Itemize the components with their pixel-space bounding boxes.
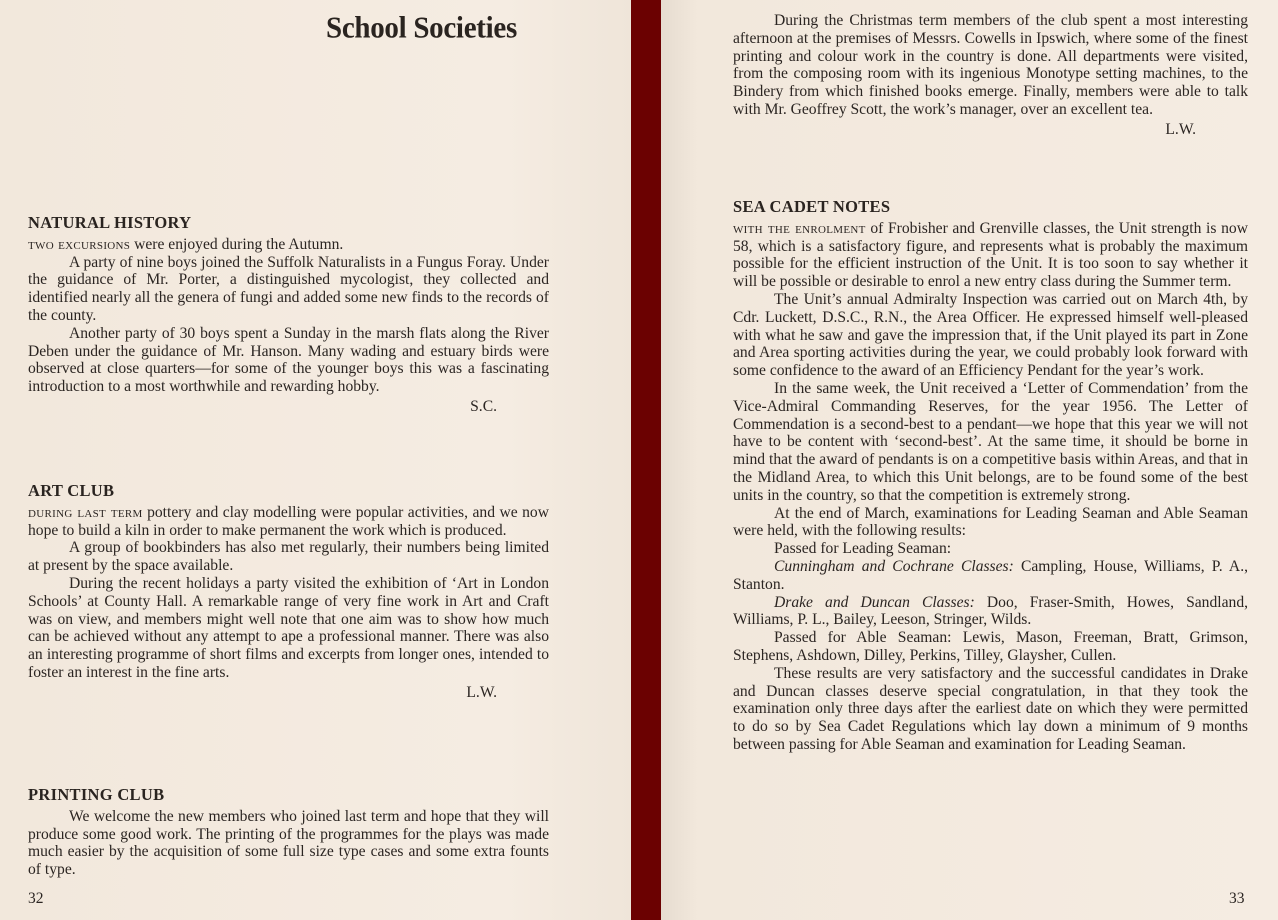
paragraph [733,220,1248,291]
paragraph: Passed for Leading Seaman: [774,540,952,558]
names-list: Doo, Fraser-Smith, Howes, Sandland, Williams, P. L., Bailey, Leeson, Stringer, Wilds. [733,593,1249,629]
section-sea-cadet-notes [733,198,1248,754]
book-spine [631,0,661,920]
right-page [661,0,1278,920]
paragraph-text: pottery and clay modelling were popular activities, and we now hope to build a kiln in order to make permanent the work which is produced. [28,503,549,539]
paragraph [733,558,1248,594]
paragraph-text: of Frobisher and Grenville classes, the Unit strength is now 58, which is a satisfactory figure, and represents what is probably the maximum possible for the efficient instruction of the Unit. It is too soon to say whether it will be possible or desirable to enrol a new entry class during the Summer term. [733,219,1248,291]
paragraph: During the recent holidays a party visited the exhibition of ‘Art in London Schools’ at County Hall. A remarkable range of very fine work in Art and Craft was on view, and members might well note that one aim was to show how much can be achieved without any attempt to ape a professional manner. There was also an interesting programme of short films and excerpts from longer ones, intended to foster an interest in the fine arts. [28,574,549,681]
page-number: 32 [28,890,44,907]
section-heading: ART CLUB [28,481,115,500]
paragraph: In the same week, the Unit received a ‘Letter of Commendation’ from the Vice-Admiral Commanding Reserves, for the year 1956. The Letter of Commendation is a second-best to a pendant—we hope that this year we will not have to be content with ‘second-best’. At the same time, it should be borne in mind that the award of pendants is on a competitive basis within Areas, and that in the Midland Area, to which this Unit belongs, are to be found some of the best units in the country, so that the competition is extremely strong. [733,379,1248,504]
paragraph: These results are very satisfactory and the successful candidates in Drake and Duncan classes deserve special congratulation, in that they took the examination only three days after the earliest date on which they were permitted to do so by Sea Cadet Regulations which lay down a minimum of 9 months between passing for Able Seaman and examination for Leading Seaman. [733,664,1248,753]
class-label: Drake and Duncan Classes: [774,593,975,611]
signature: S.C. [470,397,497,415]
paragraph [28,236,549,254]
section-printing-club [28,786,549,879]
left-page [0,0,631,920]
paragraph-text: were enjoyed during the Autumn. [130,235,344,253]
section-heading: SEA CADET NOTES [733,197,891,216]
paragraph: At the end of March, examinations for Leading Seaman and Able Seaman were held, with the following results: [733,504,1248,540]
page-title: School Societies [326,11,517,45]
signature: L.W. [1165,120,1196,138]
paragraph: We welcome the new members who joined last term and hope that they will produce some good work. The printing of the programmes for the plays was made much easier by the acquisition of some full size type cases and some extra founts of type. [28,807,549,879]
section-natural-history [28,214,549,416]
page-number: 33 [1229,890,1245,907]
paragraph: A group of bookbinders has also met regularly, their numbers being limited at present by the space available. [28,539,549,575]
paragraph: The Unit’s annual Admiralty Inspection was carried out on March 4th, by Cdr. Luckett, D.S.C., R.N., the Area Officer. He expressed himself well-pleased with what he saw and gave the impression that, if the Unit played its part in Zone and Area sporting activities during the year, we could probably look forward with some confidence to the award of an Efficiency Pendant for the year’s work. [733,290,1248,380]
paragraph [28,504,549,540]
lead-in: during last term [28,503,143,521]
signature: L.W. [466,683,497,701]
section-heading: NATURAL HISTORY [28,213,192,232]
section-heading: PRINTING CLUB [28,785,165,804]
section-printing-club-continued [733,12,1248,139]
paragraph: During the Christmas term members of the club spent a most interesting afternoon at the premises of Messrs. Cowells in Ipswich, where some of the finest printing and colour work in the country is done. All departments were visited, from the composing room with its ingenious Monotype setting machines, to the Bindery from which finished books emerge. Finally, members were able to talk with Mr. Geoffrey Scott, the work’s manager, over an excellent tea. [733,12,1248,118]
paragraph: Passed for Able Seaman: Lewis, Mason, Freeman, Bratt, Grimson, Stephens, Ashdown, Dilley, Perkins, Tilley, Glaysher, Cullen. [733,629,1248,664]
class-label: Cunningham and Cochrane Classes: [774,557,1014,575]
lead-in: with the enrolment [733,219,866,237]
paragraph: Another party of 30 boys spent a Sunday in the marsh flats along the River Deben under the guidance of Mr. Hanson. Many wading and estuary birds were observed at close quarters—for some of the younger boys this was a fascinating introduction to a most worthwhile and rewarding hobby. [28,324,549,396]
names-list: Campling, House, Williams, P. A., Stanton. [733,557,1248,593]
lead-in: two excursions [28,235,131,253]
section-art-club [28,482,549,702]
paragraph: A party of nine boys joined the Suffolk Naturalists in a Fungus Foray. Under the guidance of Mr. Porter, a distinguished mycologist, they collected and identified nearly all the genera of fungi and added some new finds to the records of the county. [28,253,549,324]
paragraph [733,594,1248,630]
